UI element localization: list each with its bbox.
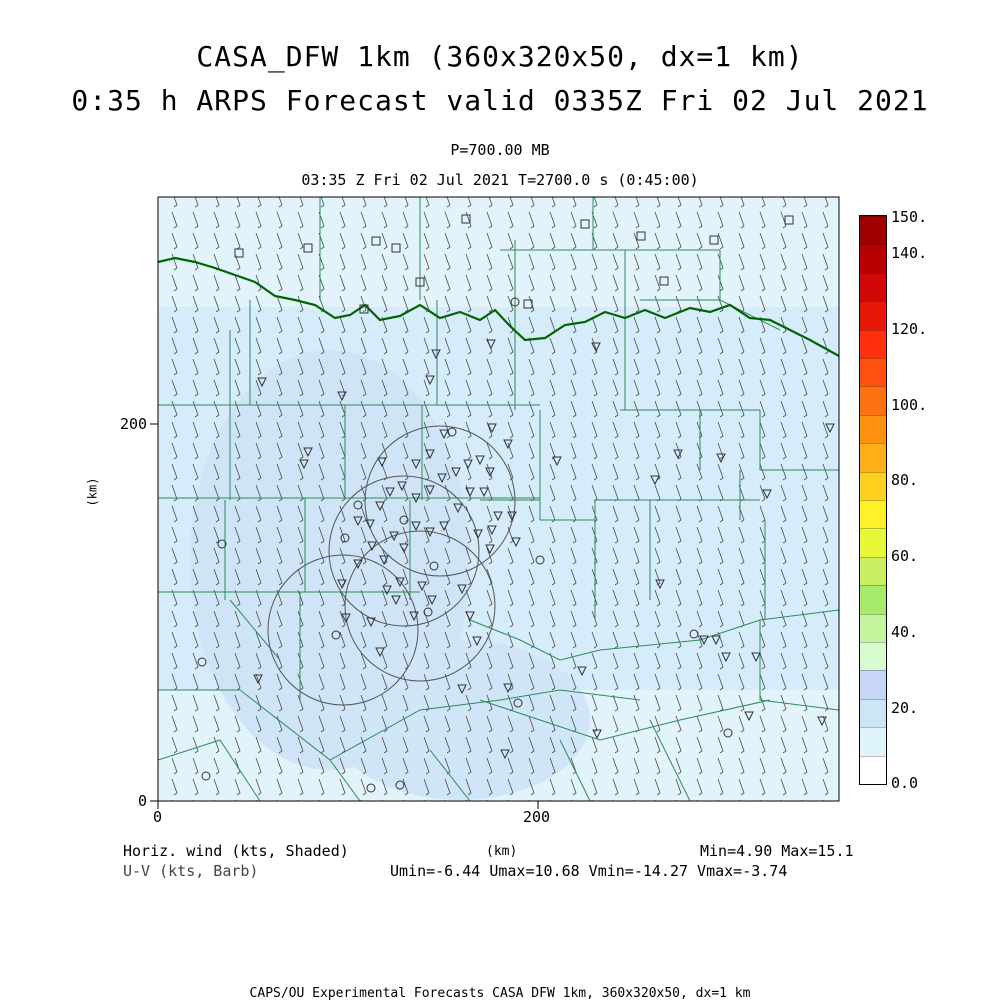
colorbar-segment [860, 244, 886, 272]
colorbar-segment [860, 727, 886, 755]
colorbar-label: 40. [891, 623, 919, 641]
colorbar-segment [860, 500, 886, 528]
colorbar-segment [860, 528, 886, 556]
x-tick-0: 0 [153, 808, 163, 826]
colorbar-segment [860, 415, 886, 443]
colorbar-label: 120. [891, 320, 928, 338]
colorbar-segment [860, 699, 886, 727]
colorbar-label: 20. [891, 699, 919, 717]
colorbar-segment [860, 216, 886, 244]
colorbar-segment [860, 273, 886, 301]
colorbar-segment [860, 386, 886, 414]
pressure-level-label: P=700.00 MB [450, 141, 550, 159]
colorbar-segment [860, 670, 886, 698]
map-title-line1: CASA_DFW 1km (360x320x50, dx=1 km) [196, 40, 804, 73]
footer-minmax: Min=4.90 Max=15.1 [700, 842, 854, 860]
colorbar-segment [860, 614, 886, 642]
y-tick-0: 0 [138, 792, 148, 810]
colorbar-segment [860, 557, 886, 585]
footer-credit: CAPS/OU Experimental Forecasts CASA DFW 1km, 360x320x50, dx=1 km [249, 986, 751, 1001]
colorbar-label: 100. [891, 396, 928, 414]
colorbar-label: 60. [891, 547, 919, 565]
valid-time-label: 03:35 Z Fri 02 Jul 2021 T=2700.0 s (0:45:00) [301, 171, 699, 189]
colorbar-segment [860, 358, 886, 386]
footer-field-barb: U-V (kts, Barb) [123, 862, 259, 880]
colorbar-label: 150. [891, 208, 928, 226]
y-tick-200: 200 [120, 415, 148, 433]
colorbar-segment [860, 472, 886, 500]
colorbar-label: 80. [891, 471, 919, 489]
y-axis-label: (km) [85, 477, 100, 507]
colorbar-label: 140. [891, 244, 928, 262]
colorbar-segment [860, 330, 886, 358]
footer-field-shaded: Horiz. wind (kts, Shaded) [123, 842, 349, 860]
x-tick-200: 200 [523, 808, 551, 826]
x-axis-label: (km) [486, 844, 518, 859]
colorbar-segment [860, 585, 886, 613]
wind-barb-field [158, 197, 839, 801]
colorbar-label: 0.0 [891, 774, 919, 792]
colorbar-segment [860, 443, 886, 471]
colorbar-segment [860, 301, 886, 329]
colorbar-segment [860, 756, 886, 784]
colorbar [859, 215, 887, 785]
map-title-line2: 0:35 h ARPS Forecast valid 0335Z Fri 02 Jul 2021 [71, 84, 929, 117]
colorbar-segment [860, 642, 886, 670]
footer-uv-range: Umin=-6.44 Umax=10.68 Vmin=-14.27 Vmax=-3.74 [390, 862, 788, 880]
